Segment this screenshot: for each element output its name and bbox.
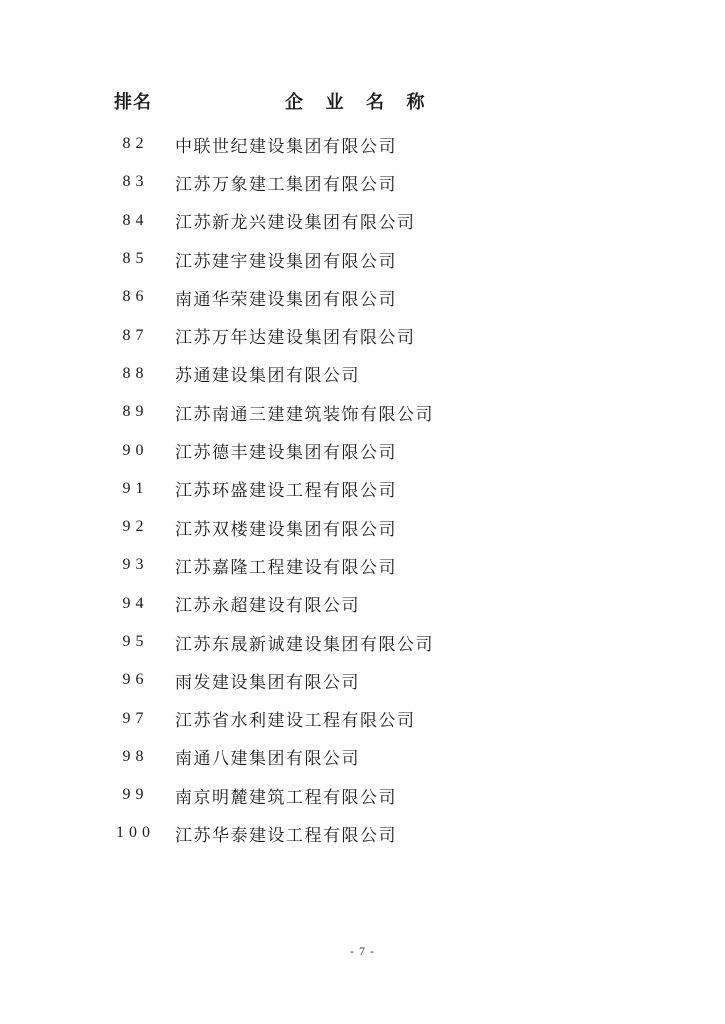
row-rank: 87 [122,326,149,344]
row-rank: 85 [122,250,149,268]
table-row [0,776,725,814]
row-rank: 89 [122,403,149,421]
row-company-name: 江苏新龙兴建设集团有限公司 [175,213,416,233]
table-row [0,240,725,278]
row-company-name: 江苏嘉隆工程建设有限公司 [175,557,397,577]
row-company-name: 江苏东晟新诚建设集团有限公司 [175,634,434,654]
table-row [0,738,725,776]
row-rank: 84 [122,211,149,229]
rank-column-header: 排名 [114,92,152,112]
row-rank: 97 [122,709,149,727]
row-rank: 99 [122,786,149,804]
table-row [0,316,725,354]
row-company-name: 江苏万象建工集团有限公司 [175,174,397,194]
table-header [0,86,725,116]
row-company-name: 江苏双楼建设集团有限公司 [175,519,397,539]
table-row [0,661,725,699]
row-rank: 93 [122,556,149,574]
table-row [0,278,725,316]
table-row [0,546,725,584]
row-company-name: 南通华荣建设集团有限公司 [175,289,397,309]
row-rank: 100 [116,824,155,842]
table-row [0,355,725,393]
page-number: - 7 - [350,944,375,958]
row-rank: 98 [122,747,149,765]
row-company-name: 南京明麓建筑工程有限公司 [175,787,397,807]
table-row [0,163,725,201]
table-row [0,508,725,546]
table-row [0,431,725,469]
row-rank: 83 [122,173,149,191]
table-row [0,470,725,508]
row-company-name: 南通八建集团有限公司 [175,749,360,769]
row-rank: 94 [122,594,149,612]
row-company-name: 江苏建宇建设集团有限公司 [175,251,397,271]
row-company-name: 江苏南通三建建筑装饰有限公司 [175,404,434,424]
row-rank: 91 [122,479,149,497]
row-rank: 95 [122,633,149,650]
row-rank: 90 [122,441,149,459]
row-company-name: 江苏德丰建设集团有限公司 [175,443,397,463]
table-body [0,125,725,853]
row-rank: 92 [122,518,149,536]
row-company-name: 江苏万年达建设集团有限公司 [175,328,416,348]
row-company-name: 江苏华泰建设工程有限公司 [175,825,397,845]
row-company-name: 雨发建设集团有限公司 [175,672,360,692]
table-row [0,814,725,852]
row-company-name: 江苏永超建设有限公司 [175,596,360,616]
row-rank: 82 [122,135,149,153]
table-row [0,393,725,431]
table-row [0,623,725,661]
table-row [0,125,725,163]
row-company-name: 苏通建设集团有限公司 [175,366,360,386]
row-company-name: 中联世纪建设集团有限公司 [175,136,397,156]
row-rank: 86 [122,288,149,306]
table-row [0,585,725,623]
table-row [0,202,725,240]
row-company-name: 江苏环盛建设工程有限公司 [175,481,397,501]
ranking-table [0,86,725,853]
row-rank: 96 [122,671,149,689]
row-rank: 88 [122,364,149,382]
row-company-name: 江苏省水利建设工程有限公司 [175,711,416,731]
company-name-column-header: 企 业 名 称 [285,92,429,112]
table-row [0,699,725,737]
